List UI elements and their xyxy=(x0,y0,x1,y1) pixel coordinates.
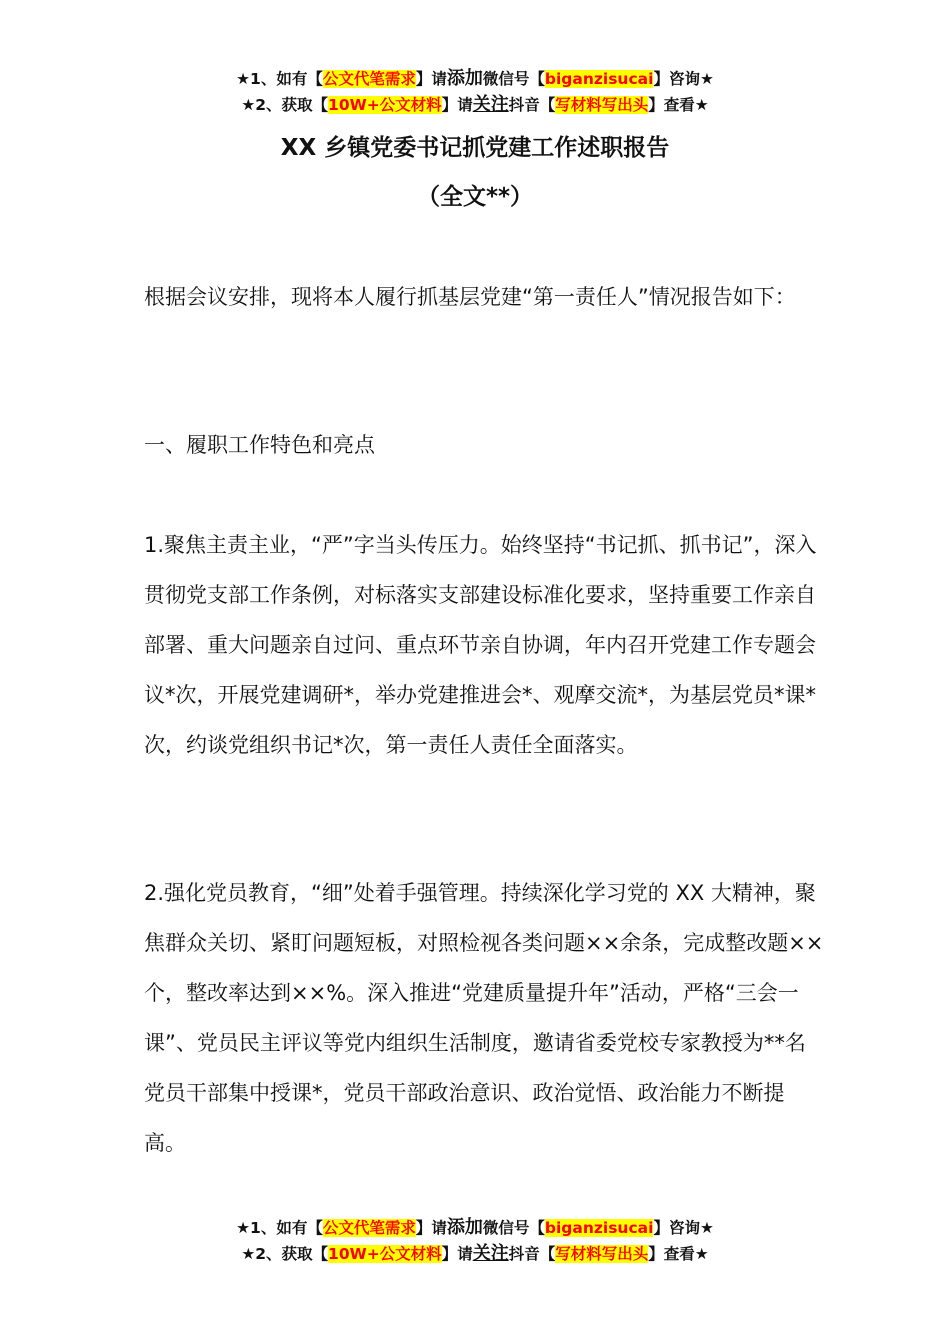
document-subtitle: （全文**） xyxy=(416,184,534,210)
promo-line-2: ★2、获取【10W+公文材料】请关注抖音【写材料写出头】查看★ xyxy=(241,94,709,115)
section-heading: 一、履职工作特色和亮点 xyxy=(144,433,375,457)
promo-line-2: ★2、获取【10W+公文材料】请关注抖音【写材料写出头】查看★ xyxy=(241,1243,709,1264)
promo-line-1: ★1、如有【公文代笔需求】请添加微信号【biganzisucai】咨询★ xyxy=(236,1217,714,1238)
promo-banner-top xyxy=(0,66,950,118)
paragraph-1: 1.聚焦主责主业，“严”字当头传压力。始终坚持“书记抓、抓书记”，深入贯彻党支部工作条例，对标落实支部建设标准化要求，坚持重要工作亲自部署、重大问题亲自过问、重点环节亲自协调，年内召开党建工作专题会议*次，开展党建调研*，举办党建推进会*、观摩交流*，为基层党员*课*次，约谈党组织书记*次，第一责任人责任全面落实。 xyxy=(144,533,817,757)
wechat-id: biganzisucai xyxy=(544,1219,654,1237)
document-title: XX 乡镇党委书记抓党建工作述职报告 xyxy=(280,135,670,161)
promo-line-1: ★1、如有【公文代笔需求】请添加微信号【biganzisucai】咨询★ xyxy=(236,68,714,89)
wechat-id: biganzisucai xyxy=(544,70,654,88)
promo-highlight: 10W+公文材料 xyxy=(328,1245,442,1263)
paragraph-2: 2.强化党员教育，“细”处着手强管理。持续深化学习党的 XX 大精神，聚焦群众关切、紧盯问题短板，对照检视各类问题××余条，完成整改题××个，整改率达到××%。深入推进“党建质量提升年”活动，严格“三会一课”、党员民主评议等党内组织生活制度，邀请省委党校专家教授为**名党员干部集中授课*，党员干部政治意识、政治觉悟、政治能力不断提高。 xyxy=(144,881,824,1155)
intro-paragraph: 根据会议安排，现将本人履行抓基层党建“第一责任人”情况报告如下： xyxy=(144,285,796,309)
promo-highlight: 10W+公文材料 xyxy=(328,96,442,114)
douyin-account: 写材料写出头 xyxy=(555,96,649,114)
promo-highlight: 公文代笔需求 xyxy=(322,1219,416,1237)
douyin-account: 写材料写出头 xyxy=(555,1245,649,1263)
promo-highlight: 公文代笔需求 xyxy=(322,70,416,88)
promo-banner-bottom xyxy=(0,1215,950,1267)
